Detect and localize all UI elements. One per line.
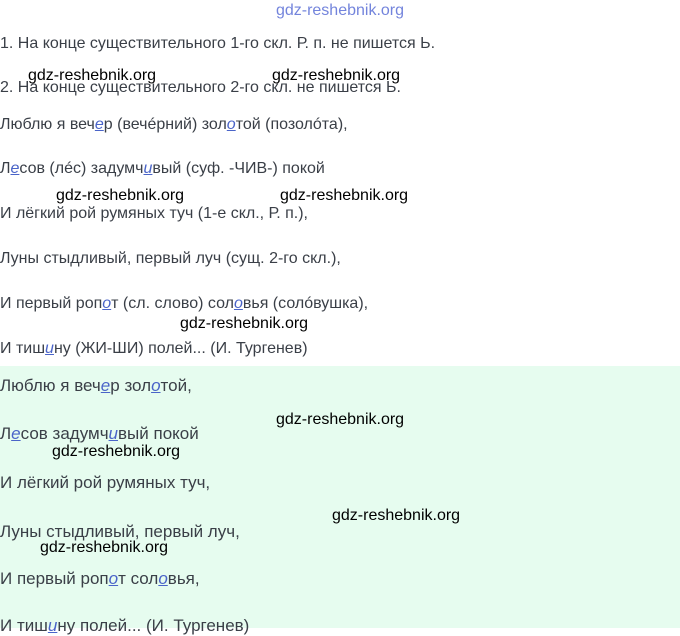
header-watermark: gdz-reshebnik.org [275, 2, 405, 19]
marked-letter: и [45, 340, 54, 357]
watermark: gdz-reshebnik.org [52, 443, 181, 460]
text-part: Л [0, 160, 11, 177]
text-part: Люблю я веч [0, 116, 95, 133]
text-part: вый (суф. -ЧИВ-) покой [152, 160, 325, 177]
text-part: И тиш [0, 616, 48, 635]
watermark: gdz-reshebnik.org [28, 67, 157, 84]
watermark: gdz-reshebnik.org [276, 411, 405, 428]
text-part: р зол [110, 376, 152, 395]
poem-block [0, 366, 680, 635]
text-part: вья (солóвушка), [242, 295, 369, 312]
poem-line-2 [0, 424, 199, 444]
text-part: т сол [118, 569, 159, 588]
watermark: gdz-reshebnik.org [272, 67, 401, 84]
annotated-line-6 [0, 339, 308, 359]
marked-letter: о [102, 295, 112, 312]
rule-1: 1. На конце существительного 1-го скл. Р. п. не пишется Ь. [0, 35, 436, 52]
marked-letter: е [10, 160, 20, 177]
text-part: И первый роп [0, 295, 103, 312]
marked-letter: о [233, 295, 243, 312]
annotated-line-5 [0, 294, 368, 314]
text-part: т (сл. слово) сол [111, 295, 234, 312]
marked-letter: и [143, 160, 153, 177]
text-part: той, [160, 376, 192, 395]
text-part: Люблю я веч [0, 376, 101, 395]
text-part: вья, [167, 569, 200, 588]
poem-line-5 [0, 569, 200, 589]
watermark: gdz-reshebnik.org [180, 315, 309, 332]
annotated-line-2 [0, 159, 325, 179]
text-part: И первый роп [0, 569, 109, 588]
watermark: gdz-reshebnik.org [56, 187, 185, 204]
marked-letter: е [100, 376, 111, 395]
text-part: той (позолóта), [235, 116, 348, 133]
poem-line-3: И лёгкий рой румяных туч, [0, 473, 211, 492]
text-part: сов (лéс) задумч [19, 160, 144, 177]
marked-letter: е [11, 424, 21, 443]
poem-line-4: Луны стыдливый, первый луч, [0, 522, 240, 541]
text-part: ну (ЖИ-ШИ) полей... (И. Тургенев) [53, 340, 308, 357]
text-part: р (вечéрний) зол [103, 116, 227, 133]
rule-2: 2. На конце существительного 2-го скл. не пишется Ь. [0, 79, 401, 96]
marked-letter: о [108, 569, 119, 588]
poem-line-6 [0, 616, 249, 636]
text-part: сов задумч [20, 424, 109, 443]
text-part: ну полей... (И. Тургенев) [57, 616, 250, 635]
annotated-line-3: И лёгкий рой румяных туч (1-е скл., Р. п.), [0, 205, 308, 222]
marked-letter: е [94, 116, 104, 133]
text-part: И тиш [0, 340, 46, 357]
annotated-line-1 [0, 115, 348, 135]
marked-letter: и [47, 616, 58, 635]
text-part: Л [0, 424, 12, 443]
annotated-line-4: Луны стыдливый, первый луч (сущ. 2-го скл.), [0, 250, 341, 267]
poem-line-1 [0, 376, 192, 396]
marked-letter: о [158, 569, 168, 588]
watermark: gdz-reshebnik.org [280, 187, 409, 204]
text-part: вый покой [118, 424, 199, 443]
marked-letter: и [108, 424, 119, 443]
marked-letter: о [151, 376, 161, 395]
watermark: gdz-reshebnik.org [332, 507, 461, 524]
watermark: gdz-reshebnik.org [40, 539, 169, 556]
marked-letter: о [226, 116, 236, 133]
